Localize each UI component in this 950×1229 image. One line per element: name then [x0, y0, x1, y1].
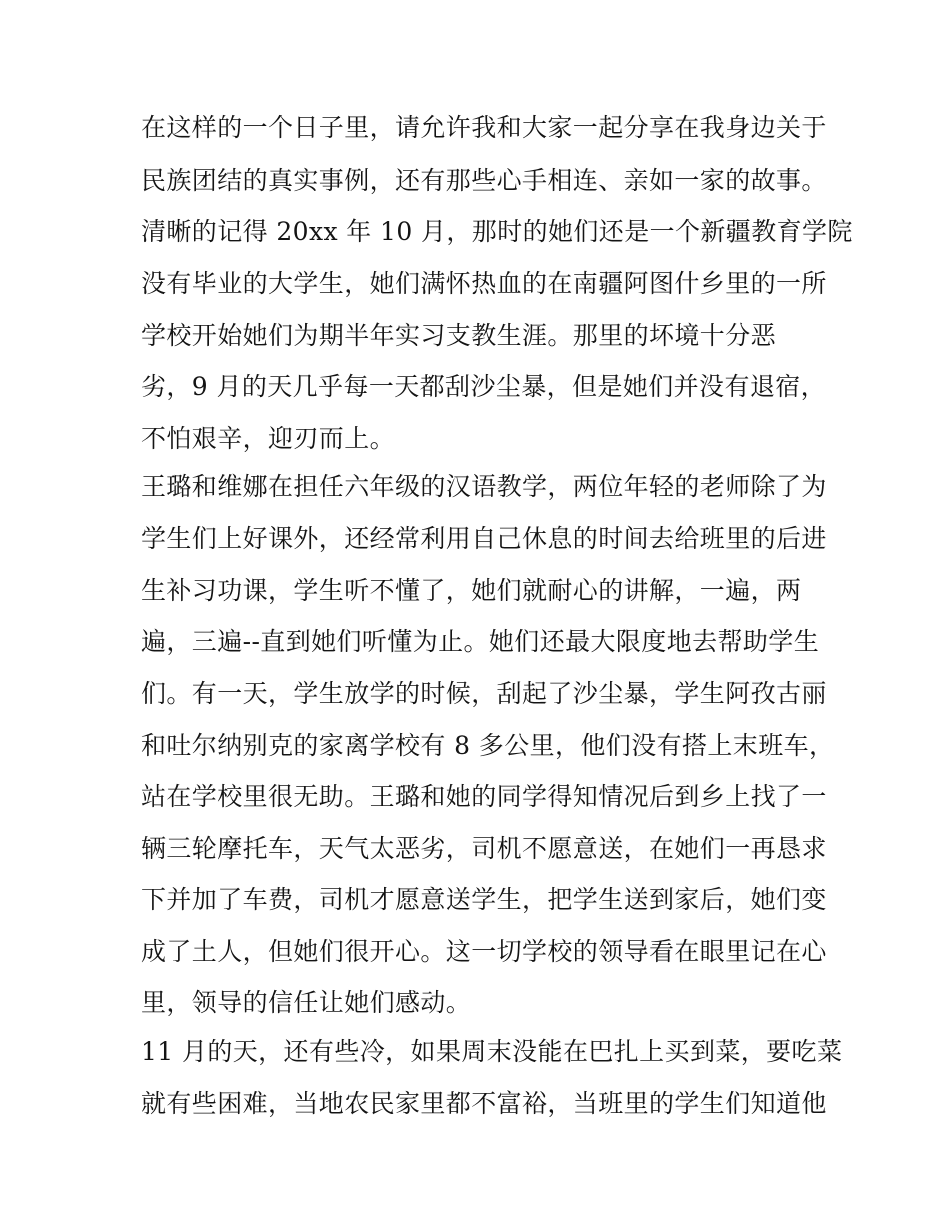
text-line: 下并加了车费，司机才愿意送学生，把学生送到家后，她们变: [141, 885, 827, 914]
text-line: 学生们上好课外，还经常利用自己休息的时间去给班里的后进: [141, 524, 827, 553]
text-line: 不怕艰辛，迎刃而上。: [141, 424, 396, 453]
text-line: 就有些困难，当地农民家里都不富裕，当班里的学生们知道他: [141, 1089, 827, 1118]
text-line: 们。有一天，学生放学的时候，刮起了沙尘暴，学生阿孜古丽: [141, 679, 827, 708]
text-line: 学校开始她们为期半年实习支教生涯。那里的坏境十分恶: [141, 321, 777, 350]
text-line: 生补习功课，学生听不懂了，她们就耐心的讲解，一遍，两: [141, 576, 802, 605]
text-line: 站在学校里很无助。王璐和她的同学得知情况后到乡上找了一: [141, 782, 827, 811]
text-line: 没有毕业的大学生，她们满怀热血的在南疆阿图什乡里的一所: [141, 269, 827, 298]
text-line: 遍，三遍--直到她们听懂为止。她们还最大限度地去帮助学生: [141, 627, 820, 656]
text-line: 成了土人，但她们很开心。这一切学校的领导看在眼里记在心: [141, 937, 827, 966]
text-line: 王璐和维娜在担任六年级的汉语教学，两位年轻的老师除了为: [141, 472, 827, 501]
text-line: 清晰的记得 20xx 年 10 月，那时的她们还是一个新疆教育学院: [141, 217, 853, 246]
text-line: 辆三轮摩托车，天气太恶劣，司机不愿意送，在她们一再恳求: [141, 834, 827, 863]
text-line: 劣，9 月的天几乎每一天都刮沙尘暴，但是她们并没有退宿，: [141, 372, 827, 401]
text-line: 在这样的一个日子里，请允许我和大家一起分享在我身边关于: [141, 113, 827, 142]
text-line: 里，领导的信任让她们感动。: [141, 988, 472, 1017]
text-line: 民族团结的真实事例，还有那些心手相连、亲如一家的故事。: [141, 166, 827, 195]
text-line: 11 月的天，还有些冷，如果周末没能在巴扎上买到菜，要吃菜: [141, 1037, 843, 1066]
text-line: 和吐尔纳别克的家离学校有 8 多公里，他们没有搭上末班车，: [141, 731, 835, 760]
